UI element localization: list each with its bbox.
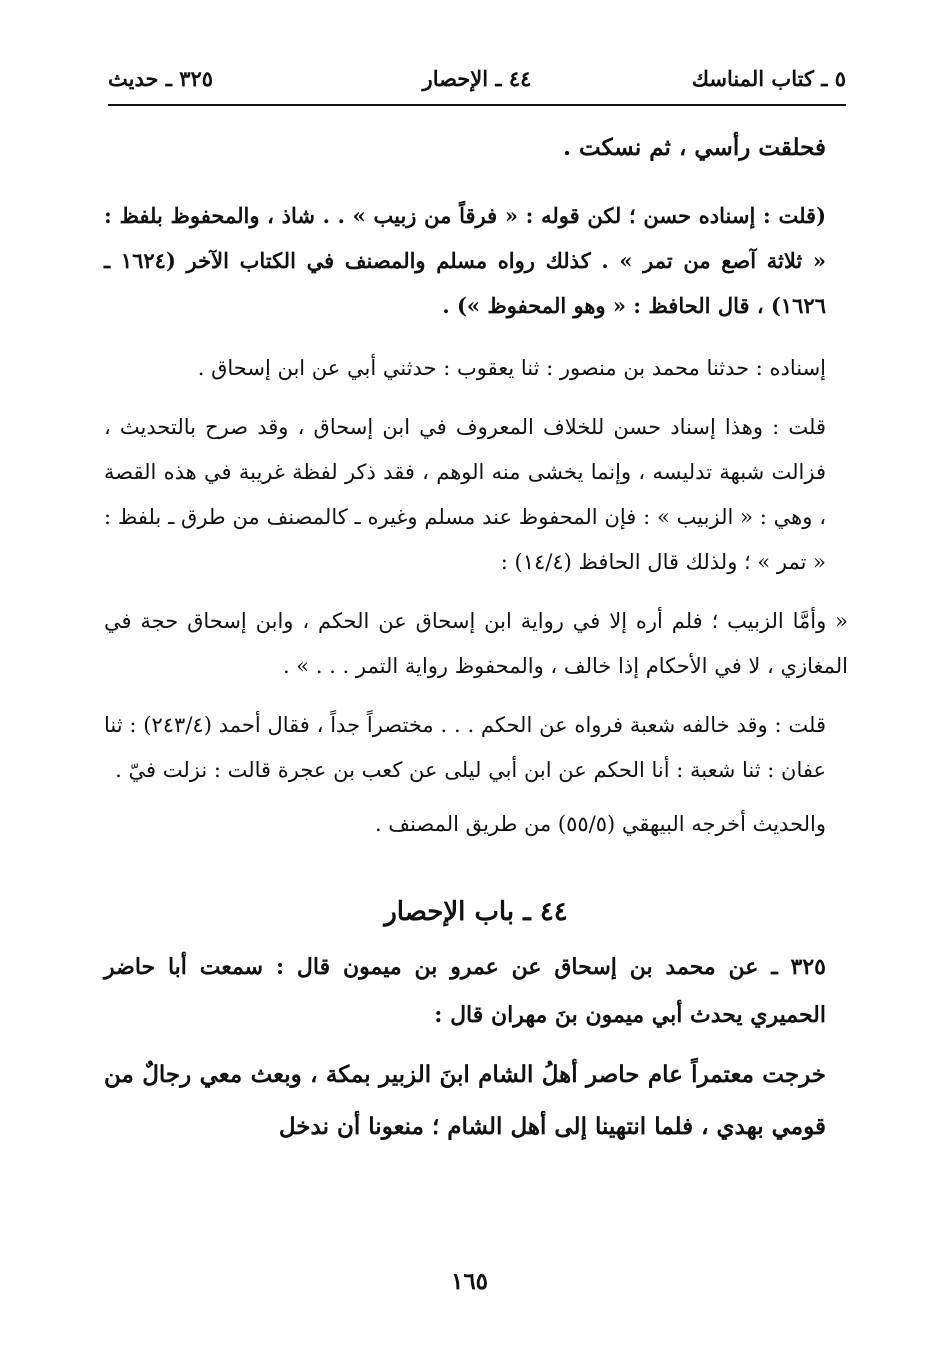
page-number: ١٦٥ [450, 1268, 489, 1295]
hadith-ending-text: فحلقت رأسي ، ثم نسكت . [563, 134, 826, 161]
chapter-title: ٤٤ ـ باب الإحصار [384, 897, 568, 927]
running-header [108, 66, 846, 100]
header-book-title: ٥ ـ كتاب المناسك [691, 66, 846, 91]
header-divider [108, 104, 846, 106]
page-body [104, 124, 848, 1153]
header-section-title: ٤٤ ـ الإحصار [422, 66, 532, 91]
grading-note: (قلت : إسناده حسن ؛ لكن قوله : « فرقاً من زبيب » . . شاذ ، والمحفوظ بلفظ : « ثلاثة آصع من تمر » . كذلك رواه مسلم والمصنف في الكتاب الآخر (١٦٢٤ ـ ١٦٢٦) ، قال الحافظ : « وهو المحفوظ ») . [104, 203, 826, 318]
commentary-paragraph-2: قلت : وقد خالفه شعبة فرواه عن الحكم . . . مختصراً جداً ، فقال أحمد (٢٤٣/٤) : ثنا عفان : ثنا شعبة : أنا الحكم عن ابن أبي ليلى عن كعب بن عجرة قالت : نزلت فيّ . [104, 713, 826, 782]
takhrij-paragraph: والحديث أخرجه البيهقي (٥٥/٥) من طريق المصنف . [374, 812, 826, 836]
header-hadith-number: ٣٢٥ ـ حديث [108, 66, 214, 91]
isnad-paragraph: إسناده : حدثنا محمد بن منصور : ثنا يعقوب : حدثني أبي عن ابن إسحاق . [197, 356, 826, 380]
hadith-isnad: ٣٢٥ ـ عن محمد بن إسحاق عن عمرو بن ميمون قال : سمعت أبا حاضر الحميري يحدث أبي ميمون بنَ مهران قال : [104, 954, 826, 1028]
quotation-paragraph: « وأمَّا الزبيب ؛ فلم أره إلا في رواية ابن إسحاق عن الحكم ، وابن إسحاق حجة في المغازي ، لا في الأحكام إذا خالف ، والمحفوظ رواية التمر . . . » . [104, 609, 848, 678]
hadith-matn: خرجت معتمراً عام حاصر أهلُ الشام ابنَ الزبير بمكة ، وبعث معي رجالٌ من قومي بهدي ، فلما انتهينا إلى أهل الشام ؛ منعونا أن ندخل [104, 1061, 826, 1140]
commentary-paragraph: قلت : وهذا إسناد حسن للخلاف المعروف في ابن إسحاق ، وقد صرح بالتحديث ، فزالت شبهة تدليسه ، وإنما يخشى منه الوهم ، فقد ذكر لفظة غريبة في هذه القصة ، وهي : « الزبيب » : فإن المحفوظ عند مسلم وغيره ـ كالمصنف من طرق ـ بلفظ : « تمر » ؛ ولذلك قال الحافظ (١٤/٤) : [104, 415, 826, 574]
